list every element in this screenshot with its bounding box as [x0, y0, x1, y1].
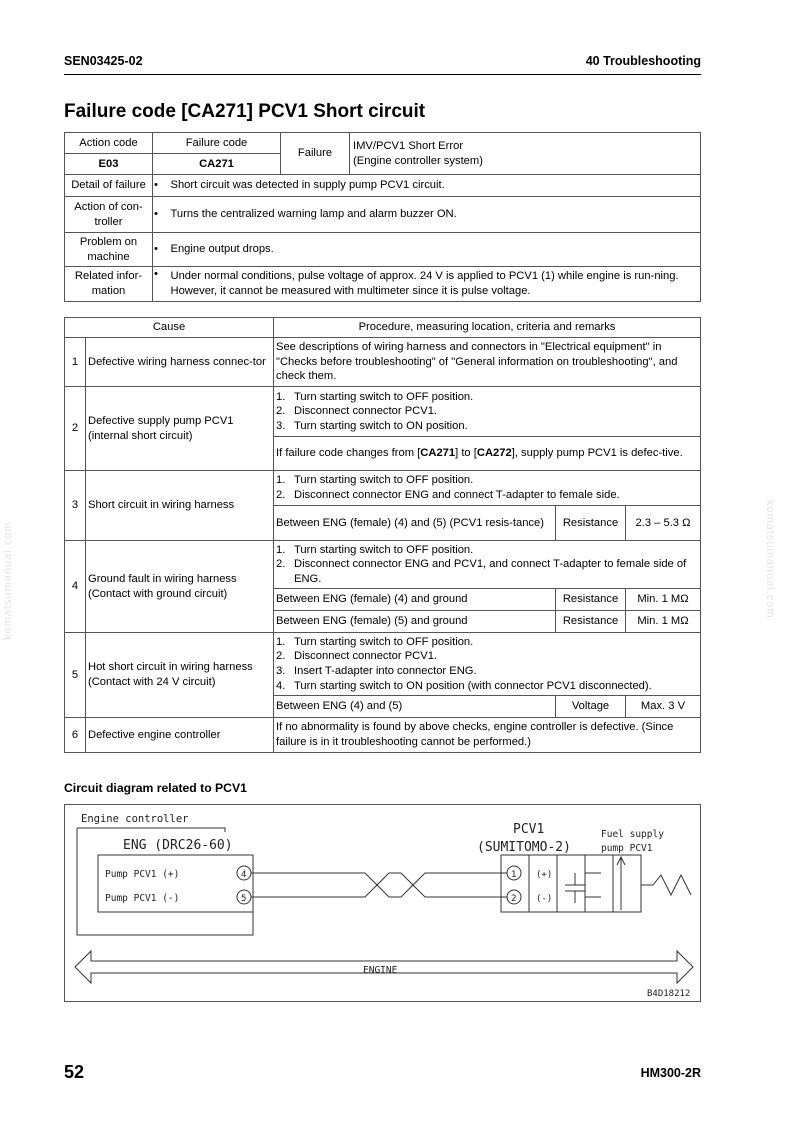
- fuel-pump-label-2: pump PCV1: [601, 843, 653, 854]
- step: 2. Disconnect connector ENG and connect T-adapter to female side.: [276, 489, 620, 501]
- problem-on-machine-label: Problem on machine: [65, 233, 153, 267]
- procedure-text: If no abnormality is found by above checks, engine controller is defective. (Since failure is in it troubleshooting cannot be performed.): [274, 718, 701, 753]
- bullet: •: [153, 233, 161, 267]
- step: 1. Turn starting switch to OFF position.: [276, 635, 474, 648]
- controller-label: Engine controller: [81, 813, 189, 825]
- action-of-controller-text: Turns the centralized warning lamp and alarm buzzer ON.: [161, 197, 701, 233]
- procedure-text: See descriptions of wiring harness and connectors in "Electrical equipment" in "Checks before troubleshooting" of "General information on troubleshooting", and check them.: [274, 338, 701, 387]
- cause-number: 1: [65, 338, 86, 387]
- watermark-left: komatsumanual.com: [2, 521, 14, 640]
- problem-on-machine-text: Engine output drops.: [161, 233, 701, 267]
- step: 2. Disconnect connector ENG and PCV1, and connect T-adapter to female side of ENG.: [276, 558, 687, 585]
- cause-number: 5: [65, 633, 86, 718]
- circuit-svg: [65, 805, 702, 1003]
- plus-label: (+): [536, 870, 553, 880]
- model-name: HM300-2R: [640, 1066, 701, 1080]
- measurement-location: Between ENG (female) (5) and ground: [274, 611, 556, 633]
- step: 2. Disconnect connector PCV1.: [276, 405, 438, 418]
- action-code-value: E03: [65, 154, 153, 175]
- pcv1-connector-label: (SUMITOMO-2): [477, 840, 571, 855]
- failure-description: [350, 133, 701, 175]
- step: 4. Turn starting switch to ON position (with connector PCV1 disconnected).: [276, 679, 652, 692]
- cause-text: Short circuit in wiring harness: [86, 471, 274, 541]
- cause-text: Defective engine controller: [86, 718, 274, 753]
- measurement-location: Between ENG (female) (4) and ground: [274, 589, 556, 611]
- pcv1-connector-box: [501, 855, 641, 912]
- step: 3. Turn starting switch to ON position.: [276, 419, 468, 432]
- page-number: 52: [64, 1062, 85, 1082]
- measurement-location: Between ENG (4) and (5): [274, 696, 556, 718]
- cause-header: Cause: [65, 318, 274, 338]
- cause-text: Ground fault in wiring harness (Contact with ground circuit): [86, 541, 274, 633]
- eng-connector-label: ENG (DRC26-60): [123, 838, 233, 853]
- failure-code-label: Failure code: [153, 133, 281, 154]
- measurement-item: Resistance: [556, 611, 626, 633]
- action-code-label: Action code: [65, 133, 153, 154]
- measurement-item: Resistance: [556, 506, 626, 541]
- step: 1. Turn starting switch to OFF position.: [276, 543, 474, 556]
- action-of-controller-label: Action of con-troller: [65, 197, 153, 233]
- detail-of-failure-label: Detail of failure: [65, 175, 153, 197]
- cause-text: Defective supply pump PCV1 (internal short circuit): [86, 387, 274, 471]
- cause-number: 4: [65, 541, 86, 633]
- cause-table: [64, 317, 701, 753]
- cause-text: Hot short circuit in wiring harness (Contact with 24 V circuit): [86, 633, 274, 718]
- controller-boundary: [77, 828, 225, 832]
- cause-number: 6: [65, 718, 86, 753]
- circuit-diagram-heading: Circuit diagram related to PCV1: [64, 781, 247, 795]
- pcv-pin-2-label: 2: [511, 894, 517, 904]
- failure-info-table: [64, 132, 701, 302]
- failure-code-value: CA271: [153, 154, 281, 175]
- measurement-item: Resistance: [556, 589, 626, 611]
- step: 3. Insert T-adapter into connector ENG.: [276, 665, 477, 677]
- related-information-label: Related infor-mation: [65, 267, 153, 302]
- measurement-item: Voltage: [556, 696, 626, 718]
- measurement-value: Min. 1 MΩ: [626, 611, 701, 633]
- watermark-right: komatsumanual.com: [764, 500, 776, 619]
- pcv1-label: PCV1: [513, 822, 545, 837]
- cause-text: Defective wiring harness connec-tor: [86, 338, 274, 387]
- step: 1. Turn starting switch to OFF position.: [276, 390, 474, 403]
- procedure-steps: [274, 541, 701, 589]
- procedure-header: Procedure, measuring location, criteria and remarks: [274, 318, 701, 338]
- cause-number: 2: [65, 387, 86, 471]
- procedure-steps: [274, 471, 701, 506]
- section-title: 40 Troubleshooting: [585, 54, 701, 68]
- cause-number: 3: [65, 471, 86, 541]
- wire-lower: [251, 885, 507, 897]
- pin-minus-label: Pump PCV1 (-): [105, 893, 180, 904]
- failure-desc-line-2: (Engine controller system): [353, 154, 483, 167]
- failure-label: Failure: [281, 133, 350, 175]
- measurement-location: Between ENG (female) (4) and (5) (PCV1 resis-tance): [274, 506, 556, 541]
- step: 2. Disconnect connector PCV1.: [276, 650, 438, 663]
- bullet: •: [153, 267, 161, 302]
- procedure-note: If failure code changes from [CA271] to [CA272], supply pump PCV1 is defec-tive.: [274, 437, 701, 471]
- pin-4-label: 4: [241, 870, 247, 880]
- pin-5-label: 5: [241, 894, 247, 904]
- pcv-pin-1-label: 1: [511, 870, 517, 880]
- fuel-pump-label-1: Fuel supply: [601, 829, 664, 840]
- engine-label: ENGINE: [363, 965, 398, 976]
- measurement-value: Min. 1 MΩ: [626, 589, 701, 611]
- related-information-text: Under normal conditions, pulse voltage of approx. 24 V is applied to PCV1 (1) while engine is run-ning. However, it cannot be measured with multimeter since it is pulse voltage.: [161, 267, 701, 302]
- procedure-steps: [274, 387, 701, 437]
- circuit-diagram: [64, 804, 701, 1002]
- procedure-steps: [274, 633, 701, 696]
- page-title: Failure code [CA271] PCV1 Short circuit: [64, 101, 426, 122]
- bullet: •: [153, 175, 161, 197]
- detail-of-failure-text: Short circuit was detected in supply pump PCV1 circuit.: [161, 175, 701, 197]
- pin-plus-label: Pump PCV1 (+): [105, 869, 180, 880]
- measurement-value: Max. 3 V: [626, 696, 701, 718]
- document-id: SEN03425-02: [64, 54, 143, 68]
- bullet: •: [153, 197, 161, 233]
- solenoid-coil: [641, 875, 691, 895]
- step: 1. Turn starting switch to OFF position.: [276, 474, 474, 487]
- page-header: [64, 54, 701, 75]
- minus-label: (-): [536, 894, 553, 904]
- measurement-value: 2.3 – 5.3 Ω: [626, 506, 701, 541]
- wire-upper: [251, 873, 507, 885]
- diagram-reference: B4D18212: [647, 989, 691, 999]
- failure-desc-line-1: IMV/PCV1 Short Error: [353, 139, 464, 152]
